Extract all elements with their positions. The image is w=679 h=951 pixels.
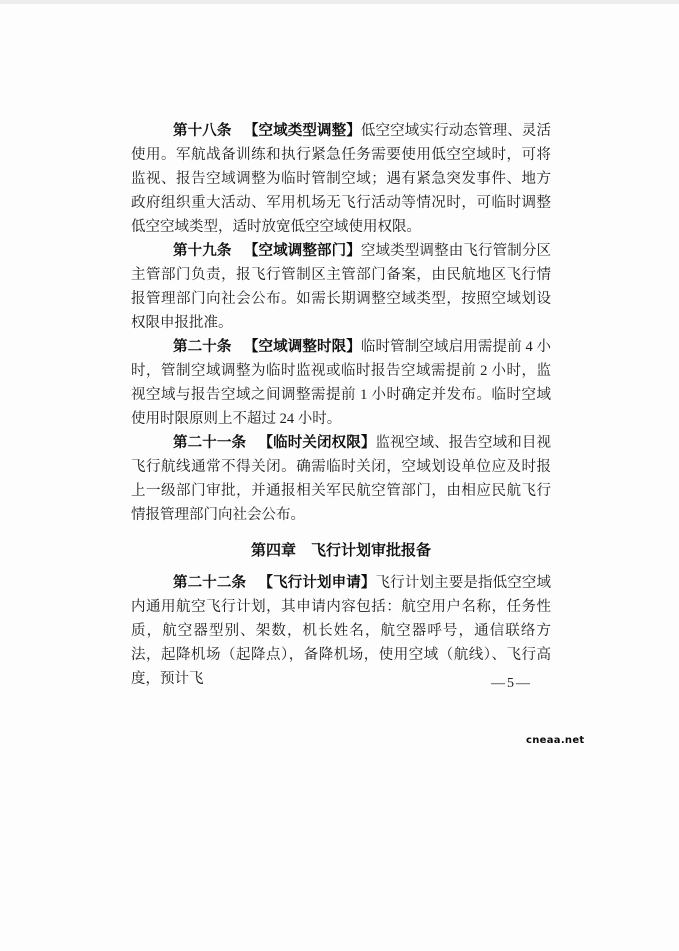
article-paragraph-22 [131,571,551,691]
article-text: 低空空域实行动态管理、灵活使用。军航战备训练和执行紧急任务需要使用低空空域时，可将监视、报告空域调整为临时管制空域；遇有紧急突发事件、地方政府组织重大活动、军用机场无飞行活动等情况时，可临时调整低空空域类型，适时放宽低空空域使用权限。 [131,123,551,235]
article-title: 【空域调整时限】 [243,339,361,355]
article-text: 空域类型调整由飞行管制分区主管部门负责，报飞行管制区主管部门备案，由民航地区飞行情报管理部门向社会公布。如需长期调整空域类型，按照空域划设权限申报批准。 [131,243,551,331]
article-paragraph-21 [131,431,551,527]
article-paragraph-20 [131,335,551,431]
article-paragraph-19 [131,239,551,335]
article-number: 第十八条 [173,123,232,139]
scan-edge-strip [0,0,679,4]
article-number: 第二十二条 [173,575,247,591]
article-text: 飞行计划主要是指低空空域内通用航空飞行计划，其申请内容包括：航空用户名称，任务性质，航空器型别、架数，机长姓名，航空器呼号，通信联络方法，起降机场（起降点），备降机场，使用空域（航线）、飞行高度，预计飞 [131,575,552,687]
article-number: 第二十一条 [173,435,247,451]
article-text: 临时管制空域启用需提前 4 小时，管制空域调整为临时监视或临时报告空域需提前 2 小时，监视空域与报告空域之间调整需提前 1 小时确定并发布。临时空域使用时限原则上不超过 24 小时。 [131,339,552,427]
article-number: 第二十条 [173,339,232,355]
chapter-heading [131,538,551,562]
article-paragraph-18 [131,119,551,239]
article-text: 监视空域、报告空域和目视飞行航线通常不得关闭。确需临时关闭，空域划设单位应及时报上一级部门审批，并通报相关军民航空管部门，由相应民航飞行情报管理部门向社会公布。 [131,435,552,523]
article-title: 【临时关闭权限】 [258,435,376,451]
chapter-title: 飞行计划审批报备 [311,541,432,559]
page-number: —5— [491,676,532,691]
article-title: 【空域调整部门】 [243,243,361,259]
watermark-text: cneaa.net [526,735,585,746]
article-number: 第十九条 [173,243,232,259]
article-title: 【飞行计划申请】 [258,575,376,591]
chapter-number: 第四章 [250,541,296,559]
article-title: 【空域类型调整】 [243,123,361,139]
document-body [131,119,551,691]
